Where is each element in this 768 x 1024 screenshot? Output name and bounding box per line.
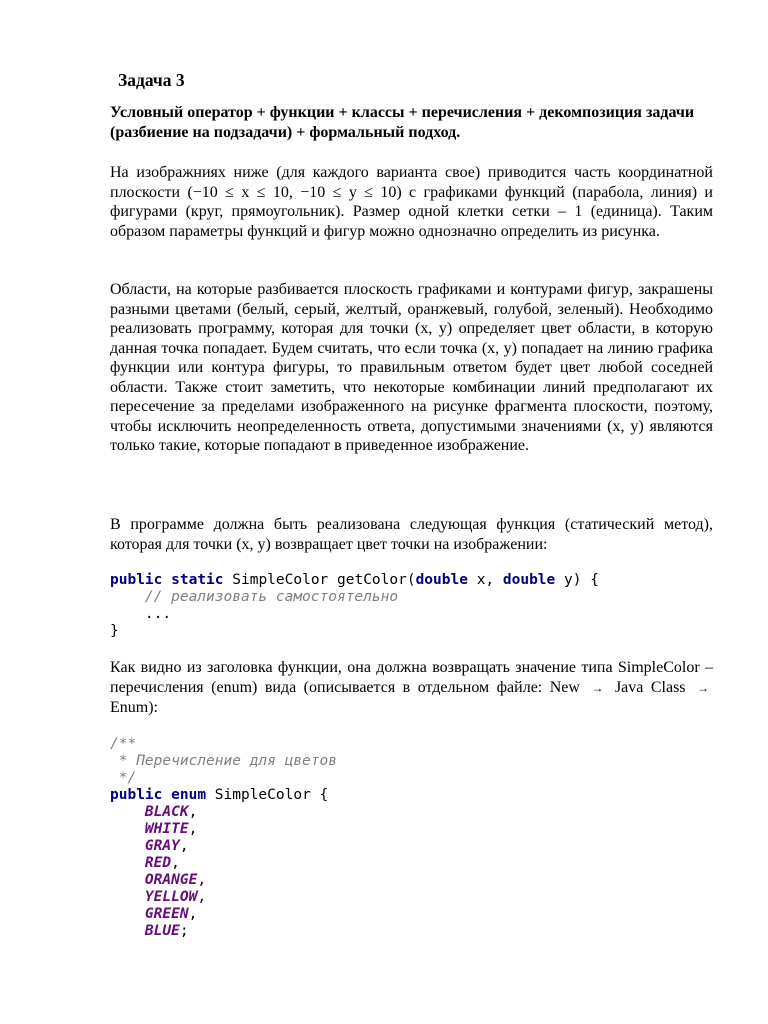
code-keyword: double [502, 572, 556, 588]
paragraph-text: Enum): [110, 699, 158, 716]
code-block-getcolor [110, 572, 599, 640]
code-punct: ; [179, 923, 189, 939]
enum-value: RED [144, 855, 172, 871]
code-text: SimpleColor { [206, 787, 329, 803]
code-comment: // реализовать самостоятельно [144, 589, 399, 605]
code-keyword: public [110, 572, 163, 588]
code-punct: , [188, 804, 198, 820]
arrow-right-icon: → [697, 680, 710, 695]
enum-value: BLUE [144, 923, 180, 939]
code-keyword: enum [171, 787, 207, 803]
arrow-right-icon: → [591, 680, 604, 695]
paragraph-text: Как видно из заголовка функции, она должна возвращать значение типа SimpleColor – перечисления (enum) вида (описывается в отдельном файле: New [110, 659, 713, 696]
code-block-enum [110, 736, 337, 940]
paragraph-text: Java Class [614, 678, 686, 696]
code-text: x, [467, 572, 503, 588]
enum-value: YELLOW [144, 889, 198, 905]
code-comment: /** [110, 736, 137, 752]
paragraph-intro: На изображниях ниже (для каждого варианта свое) приводится часть координатной плоскости (−10 ≤ x ≤ 10, −10 ≤ y ≤ 10) с графиками функций (парабола, линия) и фигурами (круг, прямоугольник). Размер одной клетки сетки – 1 (единица). Таким образом параметры функций и фигур можно однозначно определить из рисунка. [110, 164, 713, 240]
code-text: y) { [555, 572, 599, 588]
enum-value: BLACK [144, 804, 189, 820]
paragraph-return-type [110, 658, 713, 718]
code-punct: , [179, 838, 189, 854]
enum-value: GREEN [144, 906, 189, 922]
code-comment: * Перечисление для цветов [110, 753, 337, 769]
enum-value: WHITE [144, 821, 189, 837]
code-keyword: double [415, 572, 468, 588]
code-punct: , [171, 855, 180, 871]
code-keyword: static [171, 572, 224, 588]
code-punct: , [188, 906, 198, 922]
code-text: SimpleColor getColor( [232, 572, 416, 588]
enum-value: ORANGE [144, 872, 198, 888]
paragraph-function: В программе должна быть реализована следующая функция (статический метод), которая для точки (x, y) возвращает цвет точки на изображении: [110, 516, 713, 553]
enum-value: GRAY [144, 838, 180, 854]
code-keyword: public [110, 787, 163, 803]
code-close-brace: } [110, 623, 119, 639]
task-subtitle: Условный оператор + функции + классы + перечисления + декомпозиция задачи (разбиение на подзадачи) + формальный подход. [110, 104, 695, 141]
code-punct: , [188, 821, 198, 837]
code-punct: , [197, 872, 207, 888]
code-punct: , [197, 889, 207, 905]
code-ellipsis: ... [144, 606, 172, 622]
task-title: Задача 3 [118, 70, 185, 90]
paragraph-regions: Области, на которые разбивается плоскость графиками и контурами фигур, закрашены разными цветами (белый, серый, желтый, оранжевый, голубой, зеленый). Необходимо реализовать программу, которая для точки (x, y) определяет цвет области, в которую данная точка попадает. Будем считать, что если точка (x, y) попадает на линию графика функции или контура фигуры, то правильным ответом будет цвет любой соседней области. Также стоит заметить, что некоторые комбинации линий предполагают их пересечение за пределами изображенного на рисунке фрагмента плоскости, поэтому, чтобы исключить неопределенность ответа, допустимыми значениями (x, y) являются только такие, которые попадают в приведенное изображение. [110, 281, 713, 454]
code-comment: */ [110, 770, 137, 786]
